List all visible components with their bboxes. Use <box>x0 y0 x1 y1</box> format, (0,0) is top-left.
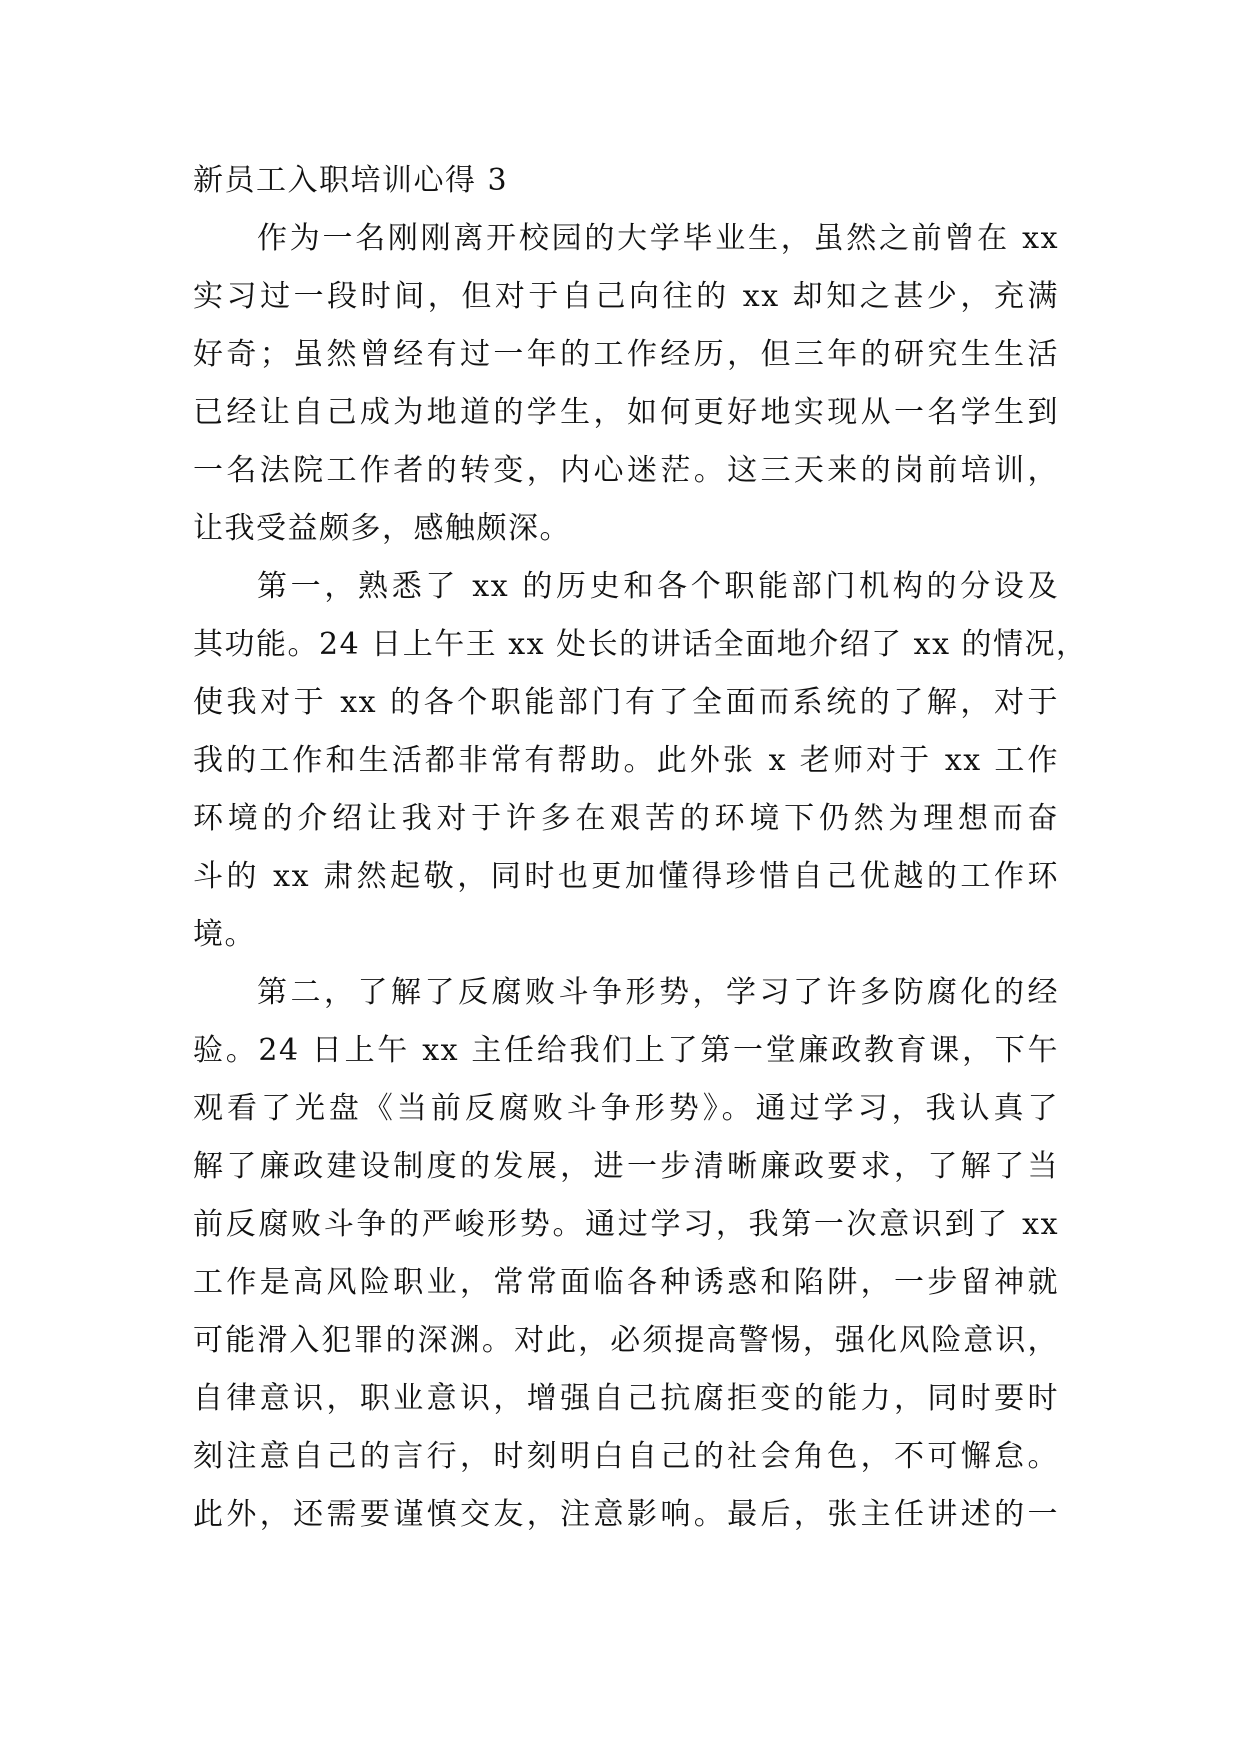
text-line: 环境的介绍让我对于许多在艰苦的环境下仍然为理想而奋 <box>193 801 1059 836</box>
document-title: 新员工入职培训心得 3 <box>193 163 509 198</box>
paragraph-1 <box>193 210 1059 558</box>
text-line: 可能滑入犯罪的深渊。对此，必须提高警惕，强化风险意识， <box>193 1323 1059 1358</box>
text-line: 已经让自己成为地道的学生，如何更好地实现从一名学生到 <box>193 395 1059 430</box>
paragraph-2 <box>193 558 1088 964</box>
text-line: 第一，熟悉了 xx 的历史和各个职能部门机构的分设及 <box>257 569 1059 604</box>
text-line: 观看了光盘《当前反腐败斗争形势》。通过学习，我认真了 <box>193 1091 1059 1126</box>
document-body <box>193 152 1088 1544</box>
text-line: 工作是高风险职业，常常面临各种诱惑和陷阱，一步留神就 <box>193 1265 1059 1300</box>
text-line: 使我对于 xx 的各个职能部门有了全面而系统的了解，对于 <box>193 685 1059 720</box>
text-line: 让我受益颇多，感触颇深。 <box>193 511 571 546</box>
text-line: 前反腐败斗争的严峻形势。通过学习，我第一次意识到了 xx <box>193 1207 1059 1242</box>
text-line: 自律意识，职业意识，增强自己抗腐拒变的能力，同时要时 <box>193 1381 1059 1416</box>
text-line: 解了廉政建设制度的发展，进一步清晰廉政要求，了解了当 <box>193 1149 1059 1184</box>
text-line: 斗的 xx 肃然起敬，同时也更加懂得珍惜自己优越的工作环 <box>193 859 1059 894</box>
text-line: 第二，了解了反腐败斗争形势，学习了许多防腐化的经 <box>257 975 1059 1010</box>
text-line: 好奇；虽然曾经有过一年的工作经历，但三年的研究生生活 <box>193 337 1059 372</box>
text-line: 验。24 日上午 xx 主任给我们上了第一堂廉政教育课，下午 <box>193 1033 1059 1068</box>
text-line: 其功能。24 日上午王 xx 处长的讲话全面地介绍了 xx 的情况， <box>193 627 1088 662</box>
text-line: 此外，还需要谨慎交友，注意影响。最后，张主任讲述的一 <box>193 1497 1059 1532</box>
text-line: 刻注意自己的言行，时刻明白自己的社会角色，不可懈怠。 <box>193 1439 1059 1474</box>
text-line: 一名法院工作者的转变，内心迷茫。这三天来的岗前培训， <box>193 453 1059 488</box>
text-line: 作为一名刚刚离开校园的大学毕业生，虽然之前曾在 xx <box>257 221 1059 256</box>
text-line: 境。 <box>193 917 256 952</box>
text-line: 实习过一段时间，但对于自己向往的 xx 却知之甚少，充满 <box>193 279 1059 314</box>
paragraph-3 <box>193 964 1059 1544</box>
text-line: 我的工作和生活都非常有帮助。此外张 x 老师对于 xx 工作 <box>193 743 1059 778</box>
